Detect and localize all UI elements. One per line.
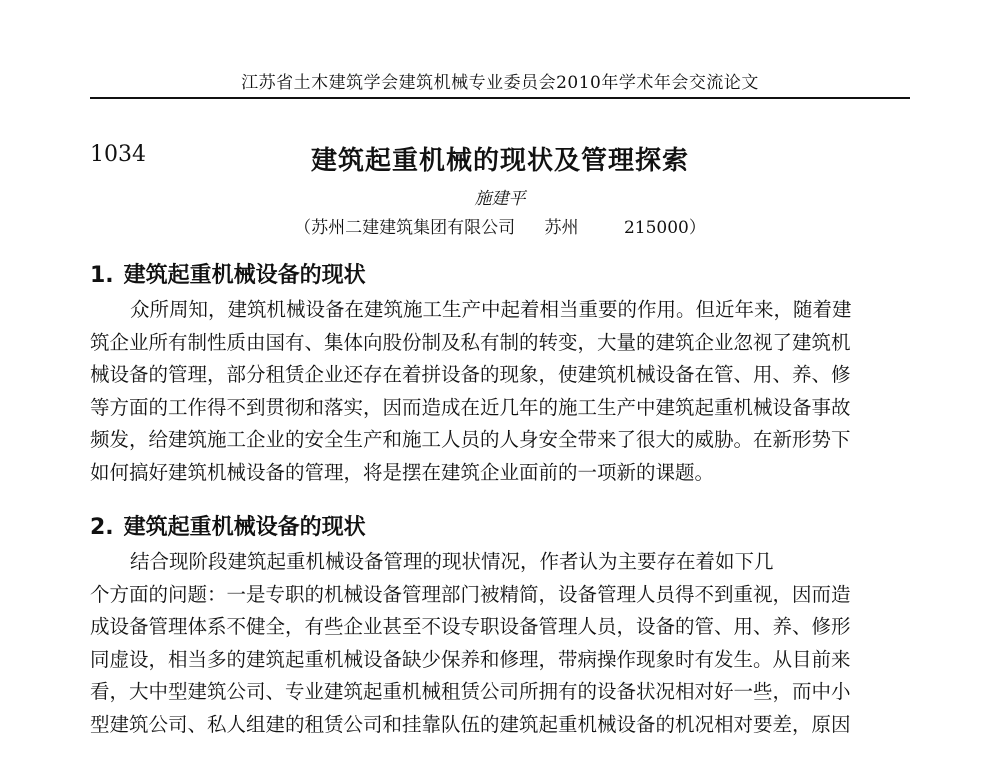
paper-title: 建筑起重机械的现状及管理探索 [310, 146, 689, 176]
affiliation [0, 213, 1000, 238]
section-heading [90, 258, 366, 289]
paragraph-line: 看，大中型建筑公司、专业建筑起重机械租赁公司所拥有的设备状况相对好一些，而中小 [90, 680, 851, 703]
paragraph-line: 众所周知，建筑机械设备在建筑施工生产中起着相当重要的作用。但近年来，随着建 [130, 298, 852, 321]
section-heading [90, 510, 366, 541]
section-number: 1. [90, 263, 114, 288]
paragraph-line: 结合现阶段建筑起重机械设备管理的现状情况，作者认为主要存在着如下几 [130, 550, 774, 573]
section-number: 2. [90, 515, 114, 540]
section-paragraph [90, 546, 910, 741]
paragraph-line: 筑企业所有制性质由国有、集体向股份制及私有制的转变，大量的建筑企业忽视了建筑机 [90, 330, 851, 354]
paragraph-line: 如何搞好建筑机械设备的管理，将是摆在建筑企业面前的一项新的课题。 [90, 460, 715, 484]
paragraph-line: 个方面的问题：一是专职的机械设备管理部门被精简，设备管理人员得不到重视，因而造 [90, 582, 851, 606]
affiliation-org: （苏州二建建筑集团有限公司 [294, 218, 516, 238]
author-name: 施建平 [474, 189, 526, 209]
section-title: 建筑起重机械设备的现状 [123, 263, 366, 288]
paragraph-line: 等方面的工作得不到贯彻和落实，因而造成在近几年的施工生产中建筑起重机械设备事故 [90, 395, 851, 419]
paragraph-line: 频发，给建筑施工企业的安全生产和施工人员的人身安全带来了很大的威胁。在新形势下 [90, 428, 851, 451]
running-header: 江苏省土木建筑学会建筑机械专业委员会2010年学术年会交流论文 [241, 73, 759, 93]
section-paragraph [90, 294, 910, 489]
header-rule [90, 97, 910, 99]
paper-number: 1034 [90, 142, 146, 167]
paragraph-line: 同虚设，相当多的建筑起重机械设备缺少保养和修理，带病操作现象时有发生。从目前来 [90, 647, 851, 671]
paragraph-line: 型建筑公司、私人组建的租赁公司和挂靠队伍的建筑起重机械设备的机况相对要差，原因 [90, 712, 851, 736]
paragraph-line: 成设备管理体系不健全，有些企业甚至不设专职设备管理人员，设备的管、用、养、修形 [90, 615, 851, 638]
affiliation-city: 苏州 [544, 218, 579, 238]
section-title: 建筑起重机械设备的现状 [123, 515, 366, 540]
paragraph-line: 械设备的管理，部分租赁企业还存在着拼设备的现象，使建筑机械设备在管、用、养、修 [90, 363, 851, 386]
affiliation-postcode: 215000） [623, 218, 706, 238]
